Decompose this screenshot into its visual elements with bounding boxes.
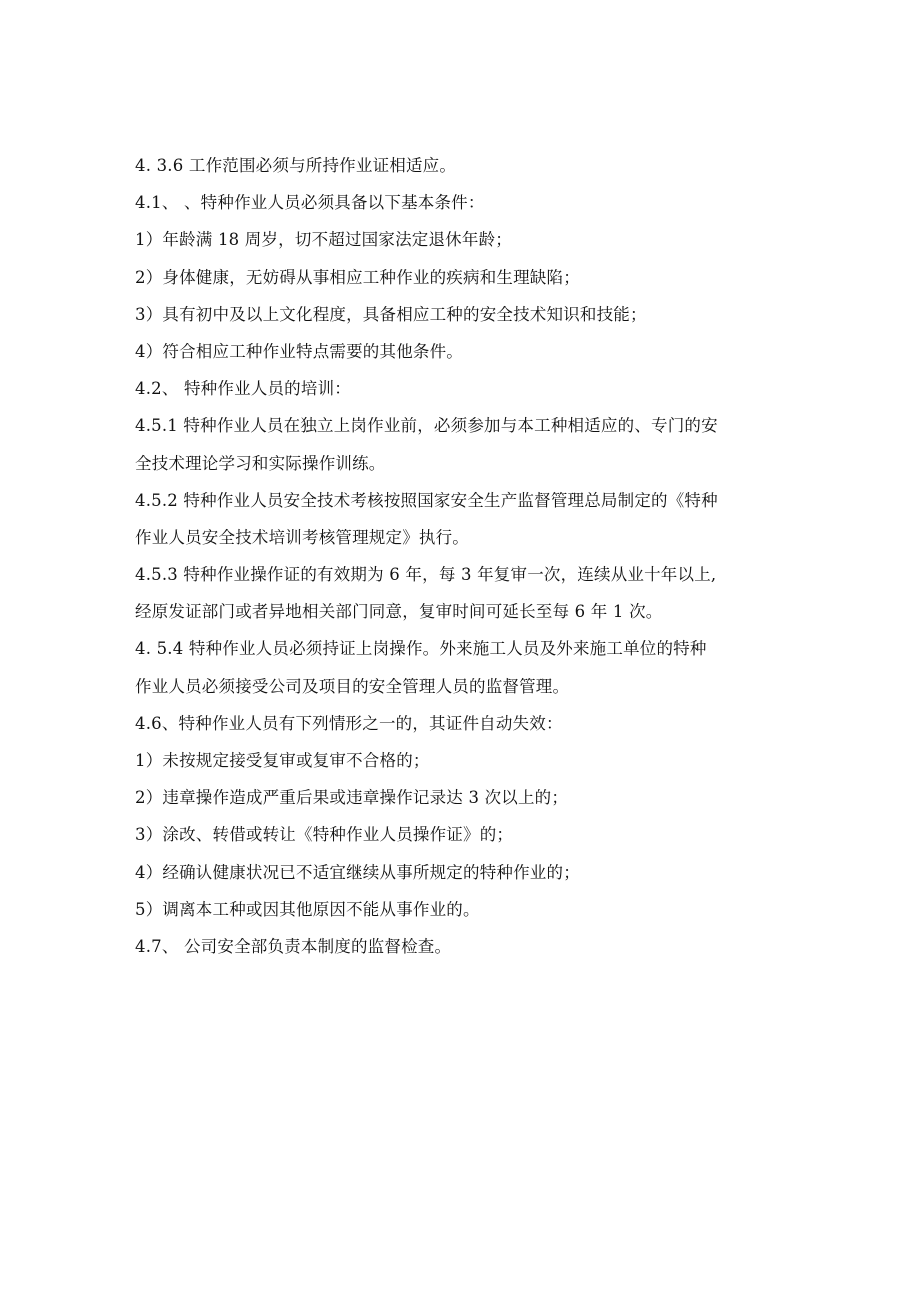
condition-item-3: 3）具有初中及以上文化程度，具备相应工种的安全技术知识和技能； bbox=[135, 304, 647, 324]
paragraph-4-5-1-line-1: 4.5.1 特种作业人员在独立上岗作业前，必须参加与本工种相适应的、专门的安 bbox=[135, 416, 718, 436]
condition-item-1: 1）年龄满 18 周岁，切不超过国家法定退休年龄； bbox=[135, 230, 512, 250]
paragraph-4-3-6: 4. 3.6 工作范围必须与所持作业证相适应。 bbox=[135, 156, 457, 175]
invalidation-item-5: 5）调离本工种或因其他原因不能从事作业的。 bbox=[135, 899, 480, 919]
paragraph-4-5-2-line-1: 4.5.2 特种作业人员安全技术考核按照国家安全生产监督管理总局制定的《特种 bbox=[135, 490, 718, 510]
heading-4-7: 4.7、 公司安全部负责本制度的监督检查。 bbox=[135, 936, 452, 956]
condition-item-4: 4）符合相应工种作业特点需要的其他条件。 bbox=[135, 341, 463, 361]
paragraph-4-5-4-line-1: 4. 5.4 特种作业人员必须持证上岗操作。外来施工人员及外来施工单位的特种 bbox=[135, 639, 707, 659]
invalidation-item-2: 2）违章操作造成严重后果或违章操作记录达 3 次以上的； bbox=[135, 788, 569, 808]
document-body bbox=[135, 147, 795, 965]
condition-item-2: 2）身体健康，无妨碍从事相应工种作业的疾病和生理缺陷； bbox=[135, 267, 580, 287]
invalidation-item-3: 3）涂改、转借或转让《特种作业人员操作证》的； bbox=[135, 825, 514, 845]
paragraph-4-5-3-line-1: 4.5.3 特种作业操作证的有效期为 6 年，每 3 年复审一次，连续从业十年以上, bbox=[135, 565, 717, 585]
invalidation-item-1: 1）未按规定接受复审或复审不合格的； bbox=[135, 751, 430, 770]
paragraph-4-5-4-line-2: 作业人员必须接受公司及项目的安全管理人员的监督管理。 bbox=[135, 676, 570, 696]
paragraph-4-5-3-line-2: 经原发证部门或者异地相关部门同意，复审时间可延长至每 6 年 1 次。 bbox=[135, 602, 663, 622]
paragraph-4-5-1-line-2: 全技术理论学习和实际操作训练。 bbox=[135, 453, 386, 473]
heading-4-1: 4.1、 、特种作业人员必须具备以下基本条件： bbox=[135, 193, 485, 213]
heading-4-2: 4.2、 特种作业人员的培训： bbox=[135, 379, 351, 399]
heading-4-6: 4.6、特种作业人员有下列情形之一的，其证件自动失效： bbox=[135, 713, 563, 733]
invalidation-item-4: 4）经确认健康状况已不适宜继续从事所规定的特种作业的； bbox=[135, 862, 580, 882]
paragraph-4-5-2-line-2: 作业人员安全技术培训考核管理规定》执行。 bbox=[135, 527, 469, 547]
